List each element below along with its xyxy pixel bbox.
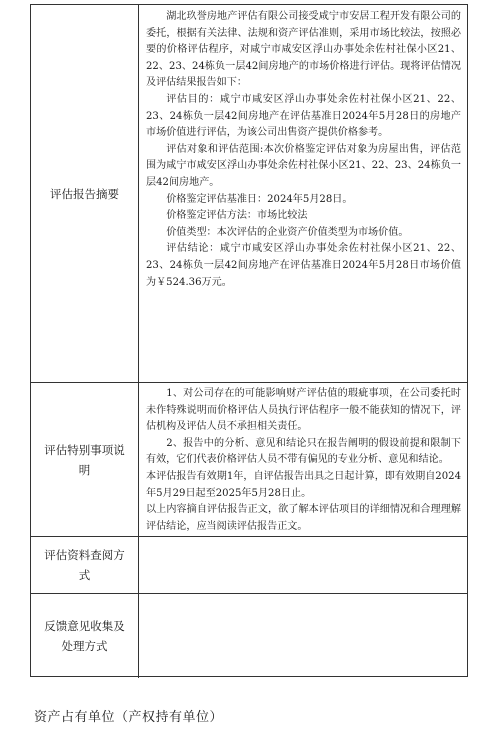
table-row-feedback — [31, 594, 467, 678]
row-content-feedback — [139, 594, 467, 678]
summary-purpose: 评估目的：咸宁市咸安区浮山办事处余佐村社保小区21、22、23、24栋负一层42间房地产在评估基准日2024年5月28日的房地产市场价值进行评估，为该公司出售资产提供价格参考。 — [146, 93, 461, 139]
table-row-special — [31, 383, 467, 537]
row-content-summary — [139, 5, 467, 382]
special-validity: 本评估报告有效期1年，自评估报告出具之日起计算，即有效期自2024年5月29日起至2025年5月28日止。 — [146, 470, 461, 499]
appraisal-summary-table — [30, 4, 468, 677]
special-note: 以上内容摘自评估报告正文，欲了解本评估项目的详细情况和合理理解评估结论，应当阅读评估报告正文。 — [146, 504, 461, 532]
row-label-feedback: 反馈意见收集及处理方式 — [31, 594, 139, 678]
summary-conclusion: 评估结论：咸宁市咸安区浮山办事处余佐村社保小区21、22、23、24栋负一层42间房地产在评估基准日2024年5月28日市场价值为￥524.36万元。 — [146, 243, 461, 288]
summary-base-date: 价格鉴定评估基准日：2024年5月28日。 — [166, 193, 353, 205]
row-content-special — [139, 383, 467, 536]
row-label-consult: 评估资料查阅方式 — [31, 537, 139, 593]
summary-intro: 湖北玖誉房地产评估有限公司接受咸宁市安居工程开发有限公司的委托，根据有关法律、法规和资产评估准则，采用市场比较法，按照必要的价格评估程序，对咸宁市咸安区浮山办事处余佐村社保小区21、22、23、24栋负一层42间房地产的市场价格进行评估。现将评估情况及评估结果报告如下： — [146, 11, 461, 89]
footer-asset-holder: 资产占有单位（产权持有单位） — [34, 710, 224, 725]
row-label-summary: 评估报告摘要 — [31, 5, 139, 382]
table-row-summary — [31, 5, 467, 383]
row-label-special: 评估特别事项说明 — [31, 383, 139, 536]
table-row-consult — [31, 537, 467, 594]
row-content-consult — [139, 537, 467, 593]
special-item-1: 1、对公司存在的可能影响财产评估值的瑕疵事项，在公司委托时未作特殊说明而价格评估人员执行评估程序一般不能获知的情况下，评估机构及评估人员不承担相关责任。 — [146, 388, 461, 433]
summary-value-type: 价值类型：本次评估的企业资产价值类型为市场价值。 — [166, 226, 409, 238]
summary-method: 价格鉴定评估方法：市场比较法 — [166, 210, 308, 222]
special-item-2: 2、报告中的分析、意见和结论只在报告阐明的假设前提和限制下有效，它们代表价格评估人员不带有偏见的专业分析、意见和结论。 — [146, 437, 461, 466]
summary-scope: 评估对象和评估范围:本次价格鉴定评估对象为房屋出售，评估范围为咸宁市咸安区浮山办事处余佐村社保小区21、22、23、24栋负一层42间房地产。 — [146, 143, 461, 188]
